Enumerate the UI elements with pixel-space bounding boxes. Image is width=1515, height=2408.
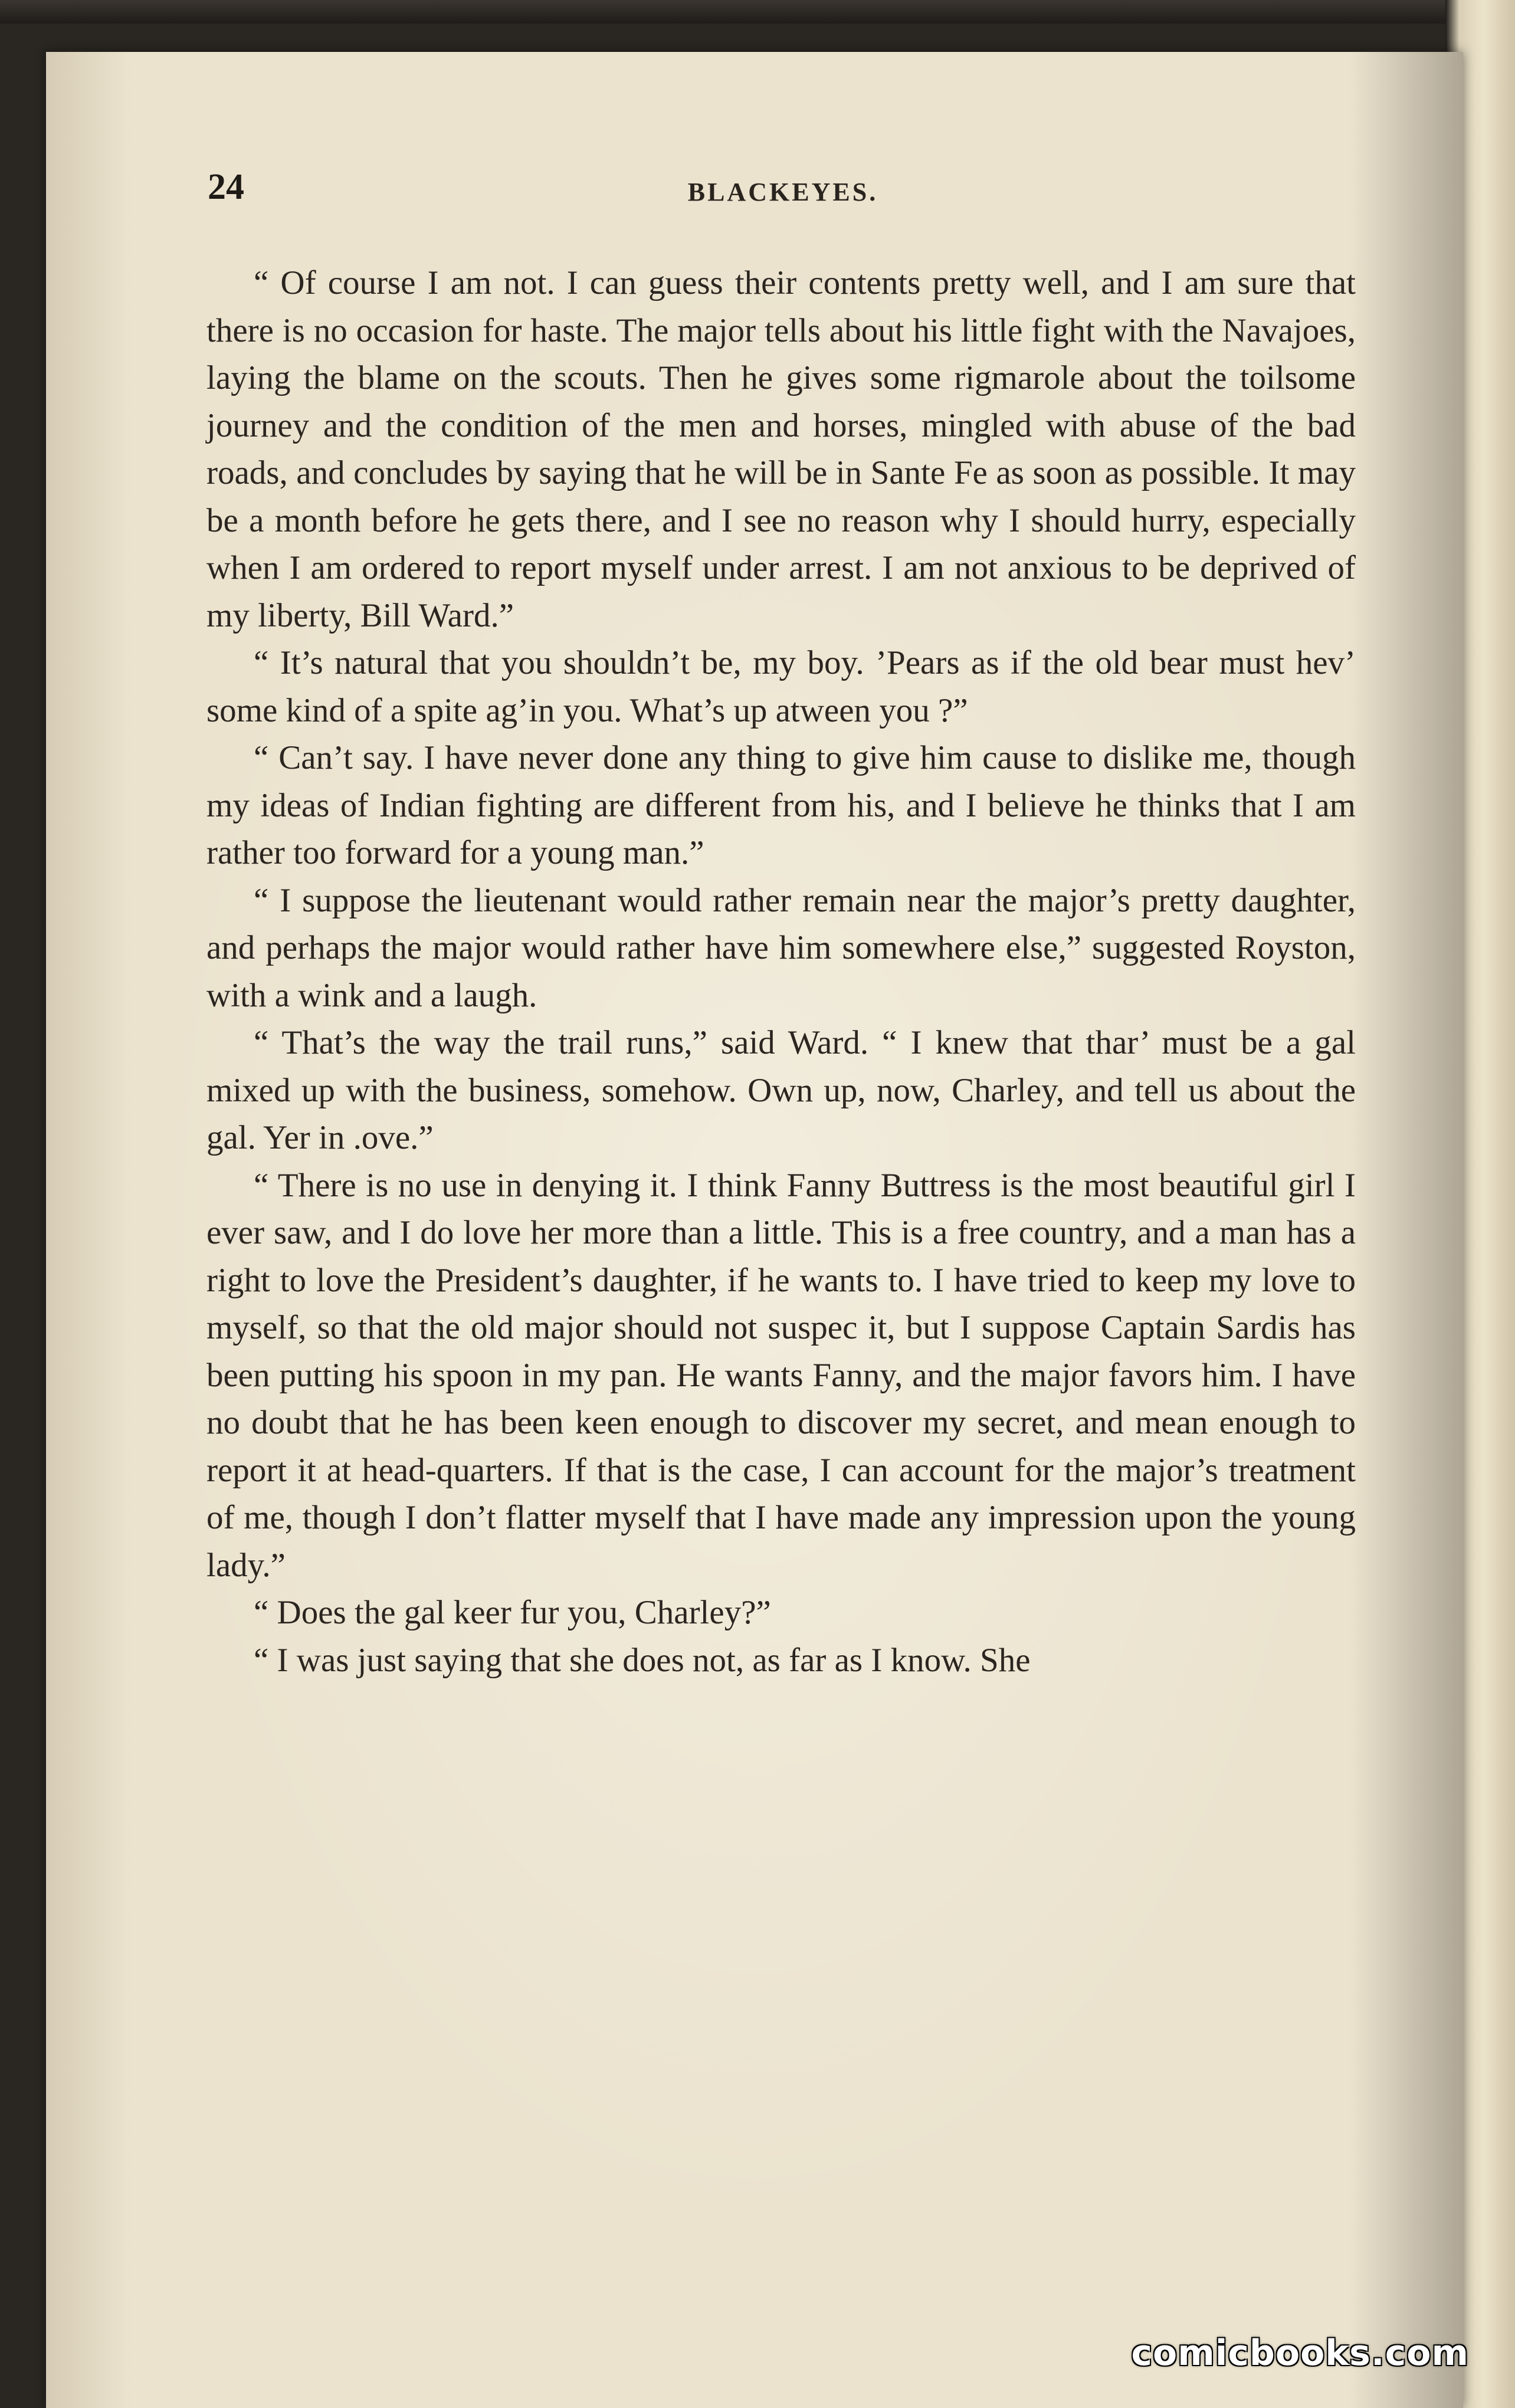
- paragraph: “ That’s the way the trail runs,” said Ward. “ I knew that thar’ must be a gal mixed up with the business, somehow. Own up, now, Charley, and tell us about the gal. Yer in .ove.”: [206, 1024, 1356, 1156]
- paragraph: “ It’s natural that you shouldn’t be, my boy. ’Pears as if the old bear must hev’ some kind of a spite ag’in you. What’s up atween you ?”: [206, 644, 1356, 729]
- running-head: BLACKEYES.: [687, 178, 878, 206]
- paragraph: “ I suppose the lieutenant would rather remain near the major’s pretty daughter, and perhaps the major would rather have him somewhere else,” suggested Royston, with a wink and a laugh.: [206, 881, 1356, 1014]
- paragraph: “ Does the gal keer fur you, Charley?”: [254, 1594, 771, 1631]
- paragraph: “ Can’t say. I have never done any thing to give him cause to dislike me, though my ideas of Indian fighting are different from his, and I believe he thinks that I am rather too forward for a young man.”: [206, 739, 1356, 871]
- paragraph: “ I was just saying that she does not, as far as I know. She: [254, 1641, 1031, 1679]
- watermark: comicbooks.com: [1131, 2332, 1469, 2374]
- paragraph: “ Of course I am not. I can guess their contents pretty well, and I am sure that there is no occasion for haste. The major tells about his little fight with the Navajoes, laying the blame on the scouts. Then he gives some rigmarole about the toilsome journey and the condition of the men and horses, mingled with abuse of the bad roads, and concludes by saying that he will be in Sante Fe as soon as possible. It may be a month before he gets there, and I see no reason why I should hurry, especially when I am ordered to report myself under arrest. I am not anxious to be deprived of my liberty, Bill Ward.”: [206, 264, 1356, 634]
- page-header: [208, 166, 1358, 219]
- scan-backdrop-top: [0, 0, 1515, 24]
- paragraph: “ There is no use in denying it. I think Fanny Buttress is the most beautiful girl I ever saw, and I do love her more than a little. This is a free country, and a man has a right to love the President’s daughter, if he wants to. I have tried to keep my love to myself, so that the old major should not suspec it, but I suppose Captain Sardis has been putting his spoon in my pan. He wants Fanny, and the major favors him. I have no doubt that he has been keen enough to discover my secret, and mean enough to report it at head-quarters. If that is the case, I can account for the major’s treatment of me, though I don’t flatter myself that I have made any impression upon the young lady.”: [206, 1166, 1356, 1584]
- page-number: 24: [208, 167, 244, 207]
- body-text: [206, 260, 1356, 1684]
